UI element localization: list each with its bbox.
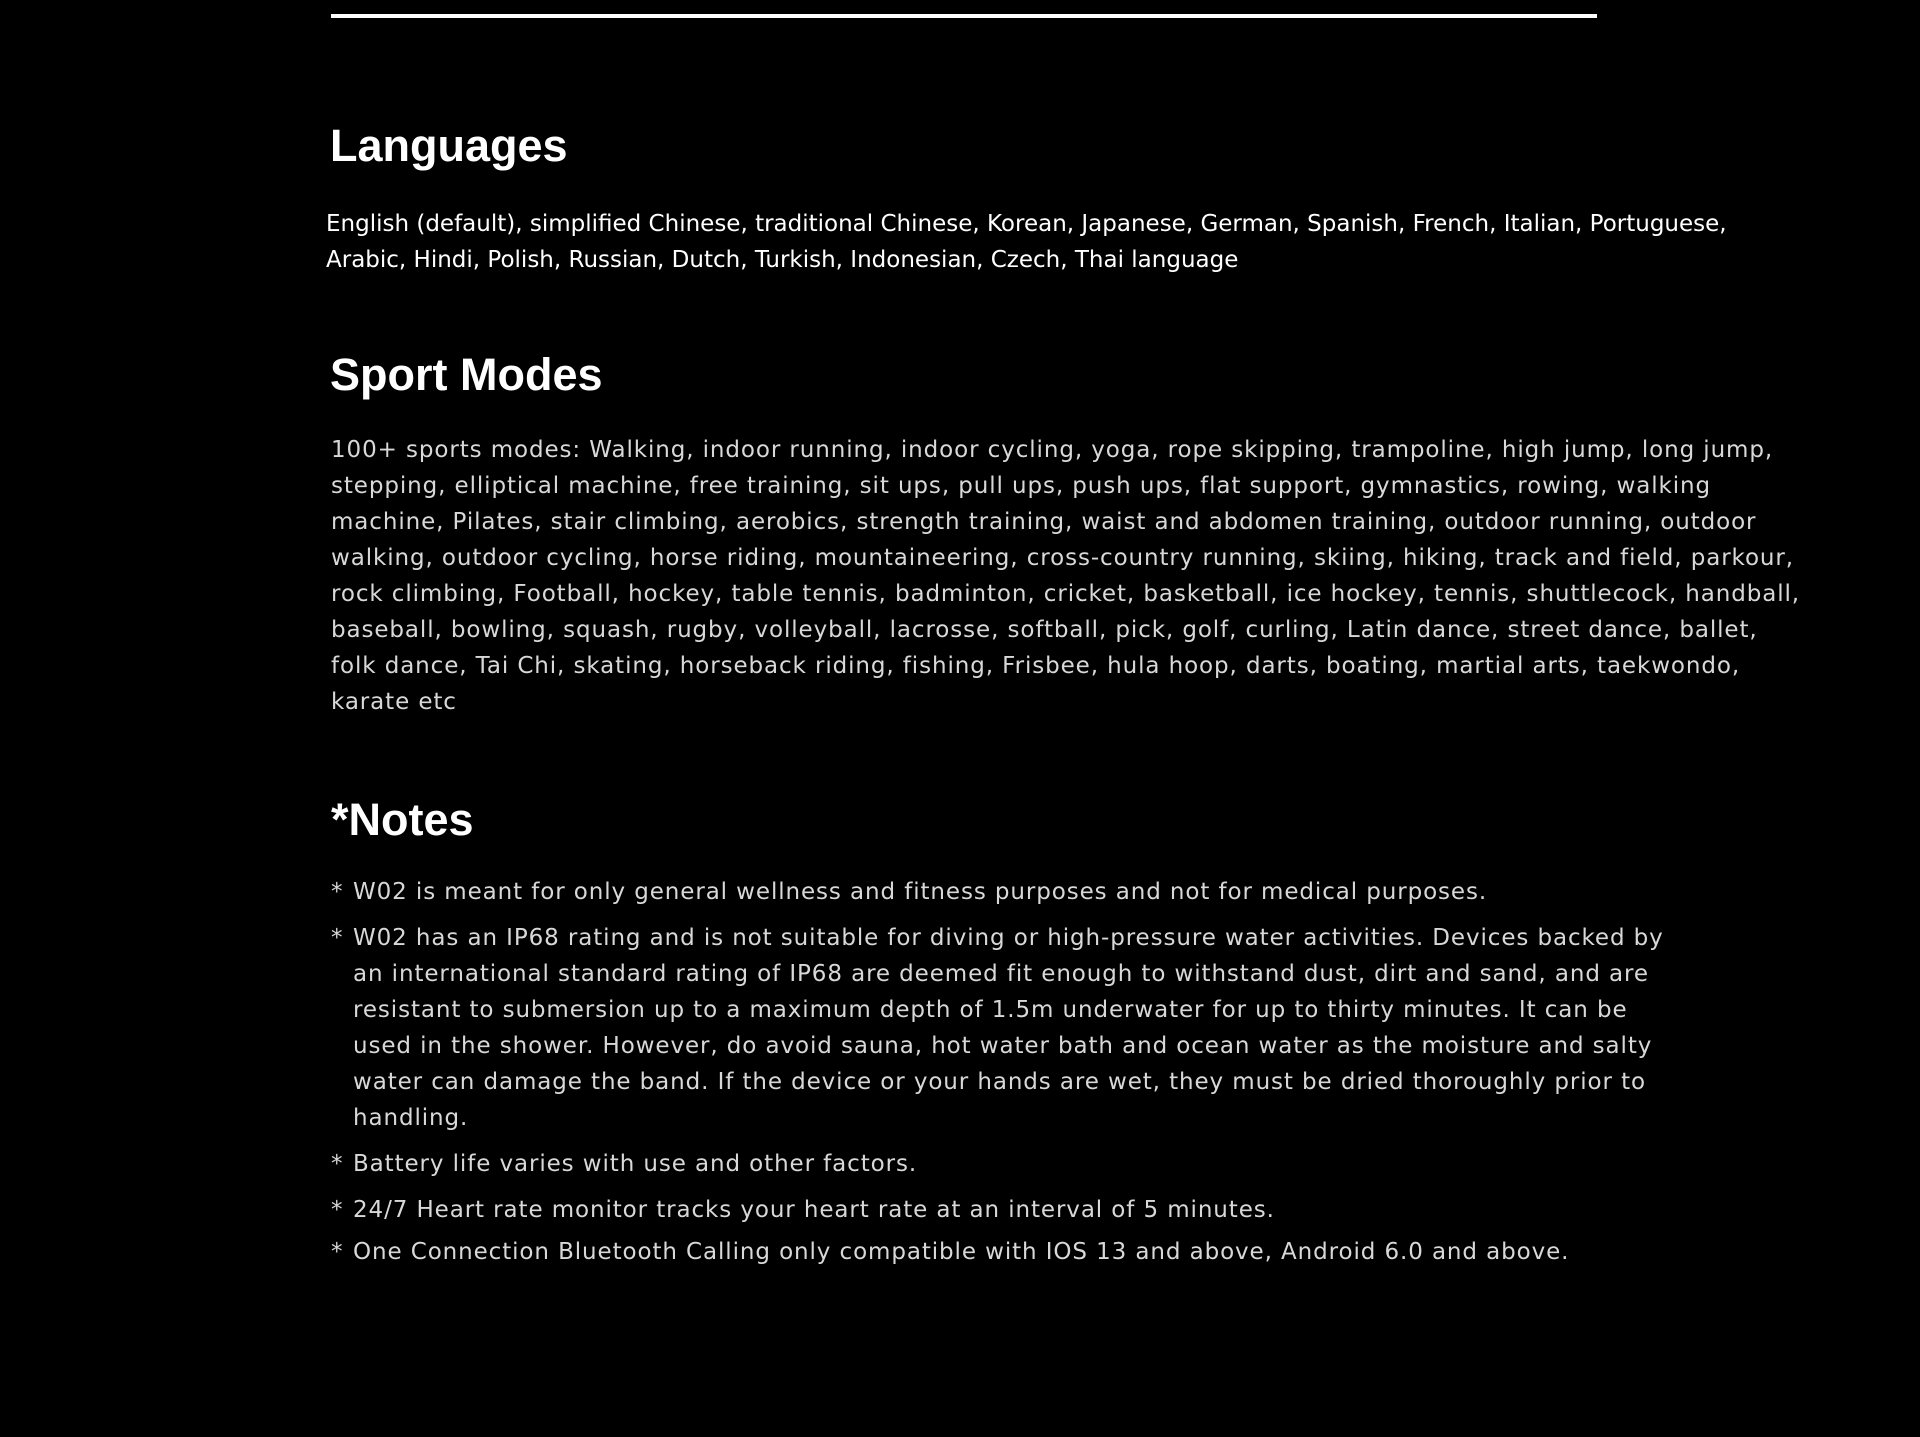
note-text: 24/7 Heart rate monitor tracks your heart rate at an interval of 5 minutes. xyxy=(353,1197,1275,1223)
languages-heading: Languages xyxy=(330,120,568,171)
note-bullet: * xyxy=(331,879,344,905)
languages-list: English (default), simplified Chinese, traditional Chinese, Korean, Japanese, German, Spanish, French, Italian, Portuguese, Arabic, Hindi, Polish, Russian, Dutch, Turkish, Indonesian, Czech, Thai language xyxy=(326,211,1727,273)
note-item xyxy=(331,1146,1731,1182)
note-item xyxy=(331,1192,1731,1228)
sport-modes-list: 100+ sports modes: Walking, indoor running, indoor cycling, yoga, rope skipping, trampoline, high jump, long jump, stepping, elliptical machine, free training, sit ups, pull ups, push ups, flat support, gymnastics, rowing, walking machine, Pilates, stair climbing, aerobics, strength training, waist and abdomen training, outdoor running, outdoor walking, outdoor cycling, horse riding, mountaineering, cross-country running, skiing, hiking, track and field, parkour, rock climbing, Football, hockey, table tennis, badminton, cricket, basketball, ice hockey, tennis, shuttlecock, handball, baseball, bowling, squash, rugby, volleyball, lacrosse, softball, pick, golf, curling, Latin dance, street dance, ballet, folk dance, Tai Chi, skating, horseback riding, fishing, Frisbee, hula hoop, darts, boating, martial arts, taekwondo, karate etc xyxy=(331,437,1801,715)
sport-modes-heading: Sport Modes xyxy=(330,349,603,400)
note-item xyxy=(331,920,1683,1136)
note-text: W02 is meant for only general wellness and fitness purposes and not for medical purposes. xyxy=(353,879,1488,905)
note-item xyxy=(331,874,1613,910)
note-text: One Connection Bluetooth Calling only compatible with IOS 13 and above, Android 6.0 and above. xyxy=(353,1239,1570,1265)
note-bullet: * xyxy=(331,1151,344,1177)
notes-heading: *Notes xyxy=(331,794,474,845)
note-bullet: * xyxy=(331,925,344,951)
notes-list xyxy=(331,874,1731,1270)
note-bullet: * xyxy=(331,1239,344,1265)
note-text: Battery life varies with use and other factors. xyxy=(353,1151,918,1177)
top-divider xyxy=(331,14,1597,18)
note-text: W02 has an IP68 rating and is not suitable for diving or high-pressure water activities. Devices backed by an international standard rating of IP68 are deemed fit enough to withstand dust, dirt and sand, and are resistant to submersion up to a maximum depth of 1.5m underwater for up to thirty minutes. It can be used in the shower. However, do avoid sauna, hot water bath and ocean water as the moisture and salty water can damage the band. If the device or your hands are wet, they must be dried thoroughly prior to handling. xyxy=(353,925,1664,1131)
note-item xyxy=(331,1234,1731,1270)
note-bullet: * xyxy=(331,1197,344,1223)
